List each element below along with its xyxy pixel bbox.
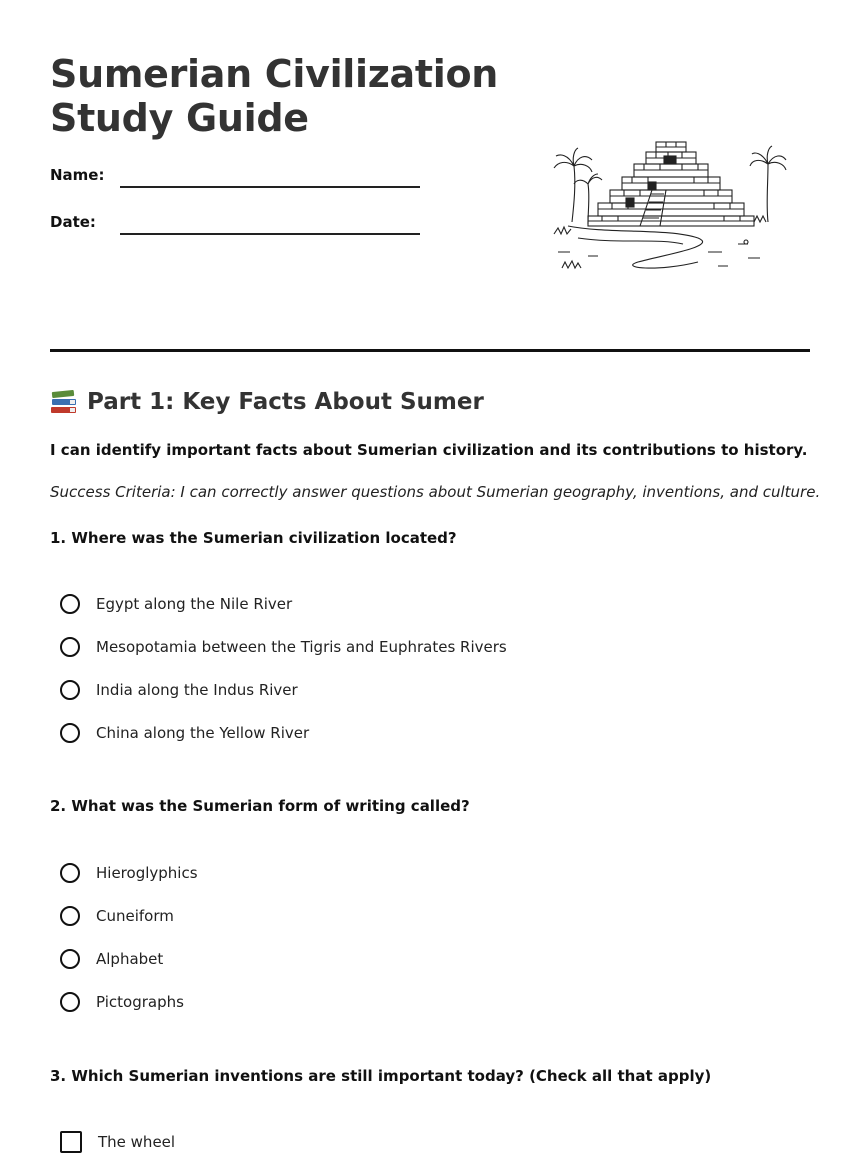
radio-button[interactable] bbox=[60, 949, 80, 969]
q2-option-4[interactable] bbox=[60, 992, 184, 1012]
radio-button[interactable] bbox=[60, 906, 80, 926]
q3-option-1[interactable] bbox=[60, 1131, 175, 1153]
question-3: 3. Which Sumerian inventions are still important today? (Check all that apply) bbox=[50, 1067, 712, 1085]
date-label: Date: bbox=[50, 213, 96, 231]
learning-objective: I can identify important facts about Sumerian civilization and its contributions to history. bbox=[50, 441, 808, 459]
radio-button[interactable] bbox=[60, 594, 80, 614]
books-icon bbox=[50, 389, 78, 415]
option-label: China along the Yellow River bbox=[96, 724, 310, 742]
part-1-heading bbox=[50, 389, 484, 415]
section-divider bbox=[50, 349, 810, 352]
question-1: 1. Where was the Sumerian civilization located? bbox=[50, 529, 457, 547]
radio-button[interactable] bbox=[60, 992, 80, 1012]
radio-button[interactable] bbox=[60, 680, 80, 700]
radio-button[interactable] bbox=[60, 863, 80, 883]
checkbox[interactable] bbox=[60, 1131, 82, 1153]
option-label: India along the Indus River bbox=[96, 681, 298, 699]
date-field[interactable] bbox=[120, 233, 420, 235]
success-criteria: Success Criteria: I can correctly answer questions about Sumerian geography, inventions, and culture. bbox=[50, 483, 821, 501]
option-label: Alphabet bbox=[96, 950, 164, 968]
q1-option-3[interactable] bbox=[60, 680, 298, 700]
q2-option-1[interactable] bbox=[60, 863, 198, 883]
part-1-heading-text: Part 1: Key Facts About Sumer bbox=[87, 389, 484, 415]
radio-button[interactable] bbox=[60, 723, 80, 743]
option-label: Mesopotamia between the Tigris and Euphrates Rivers bbox=[96, 638, 507, 656]
title-line-2: Study Guide bbox=[50, 96, 309, 140]
page-title bbox=[50, 52, 498, 140]
question-2: 2. What was the Sumerian form of writing called? bbox=[50, 797, 470, 815]
option-label: Pictographs bbox=[96, 993, 184, 1011]
q1-option-4[interactable] bbox=[60, 723, 309, 743]
q2-option-3[interactable] bbox=[60, 949, 163, 969]
name-label: Name: bbox=[50, 166, 105, 184]
option-label: Cuneiform bbox=[96, 907, 174, 925]
q1-option-1[interactable] bbox=[60, 594, 292, 614]
option-label: The wheel bbox=[98, 1133, 176, 1151]
q2-option-2[interactable] bbox=[60, 906, 174, 926]
radio-button[interactable] bbox=[60, 637, 80, 657]
option-label: Hieroglyphics bbox=[96, 864, 198, 882]
option-label: Egypt along the Nile River bbox=[96, 595, 293, 613]
q1-option-2[interactable] bbox=[60, 637, 507, 657]
title-line-1: Sumerian Civilization bbox=[50, 52, 499, 96]
ziggurat-illustration bbox=[548, 134, 792, 284]
name-field[interactable] bbox=[120, 186, 420, 188]
